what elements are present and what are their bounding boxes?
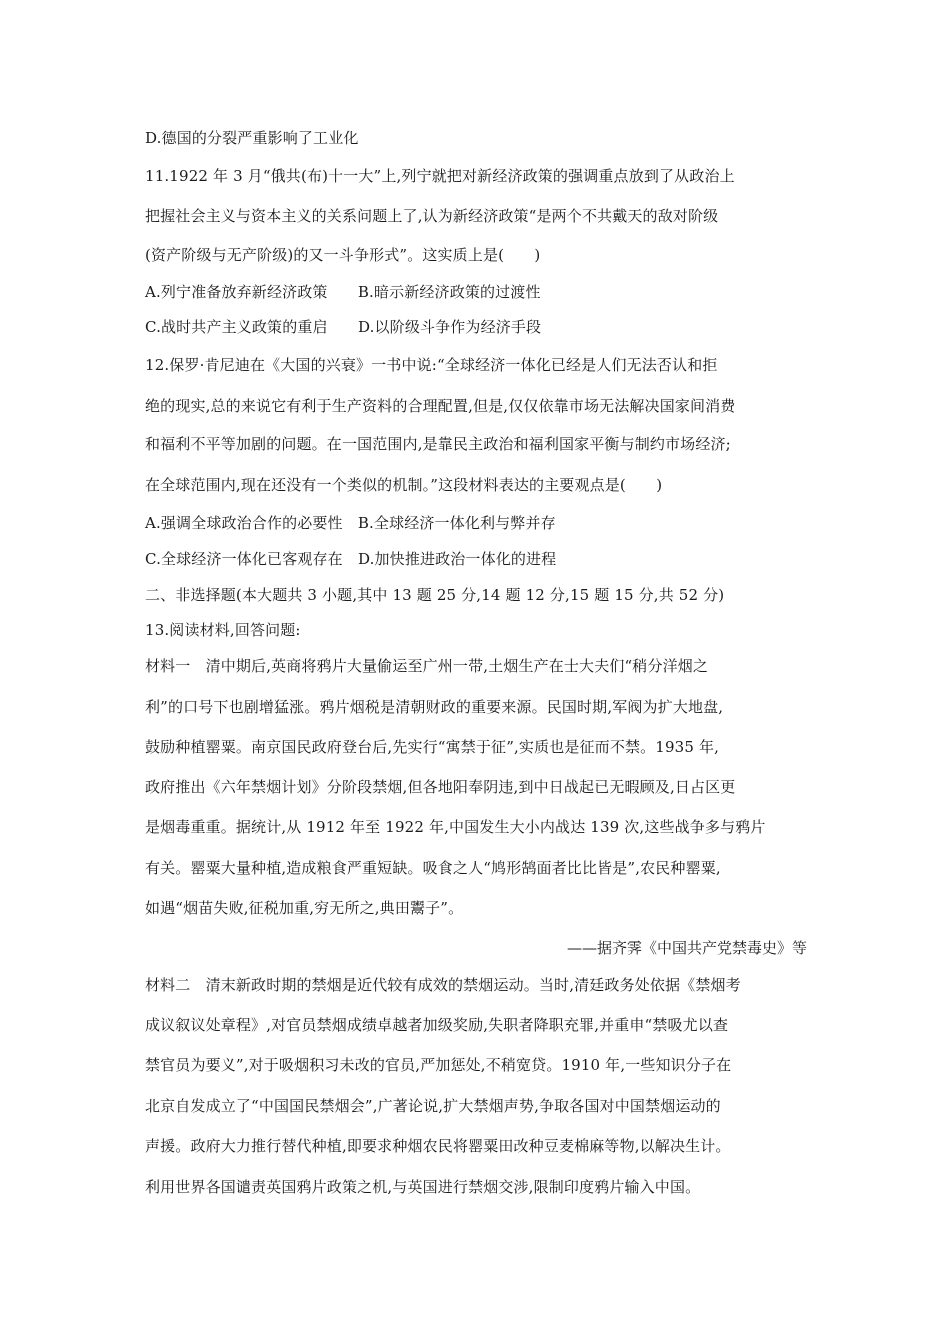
q12-stem-line-4: 在全球范围内,现在还没有一个类似的机制。”这段材料表达的主要观点是( ) — [145, 476, 663, 494]
q12-stem-line-1: 12.保罗·肯尼迪在《大国的兴衰》一书中说:“全球经济一体化已经是人们无法否认和拒 — [145, 356, 718, 374]
q10-option-d: D.德国的分裂严重影响了工业化 — [145, 129, 359, 147]
material-two-line-5: 声援。政府大力推行替代种植,即要求种烟农民将罂粟田改种豆麦棉麻等物,以解决生计。 — [145, 1137, 731, 1155]
material-one-line-3: 鼓励种植罂粟。南京国民政府登台后,先实行“寓禁于征”,实质也是征而不禁。1935 年, — [145, 738, 720, 756]
q11-options-cd: C.战时共产主义政策的重启 D.以阶级斗争作为经济手段 — [145, 318, 542, 336]
q13-title: 13.阅读材料,回答问题: — [145, 621, 301, 639]
material-one-line-2: 利”的口号下也剧增猛涨。鸦片烟税是清朝财政的重要来源。民国时期,军阀为扩大地盘, — [145, 698, 724, 716]
q11-stem-line-1: 11.1922 年 3 月“俄共(布)十一大”上,列宁就把对新经济政策的强调重点放到了从政治上 — [145, 167, 735, 185]
material-two-line-4: 北京自发成立了“中国国民禁烟会”,广著论说,扩大禁烟声势,争取各国对中国禁烟运动的 — [145, 1097, 721, 1115]
section-two-heading: 二、非选择题(本大题共 3 小题,其中 13 题 25 分,14 题 12 分,15 题 15 分,共 52 分) — [145, 586, 725, 604]
q12-options-ab: A.强调全球政治合作的必要性 B.全球经济一体化利与弊并存 — [145, 514, 556, 532]
q11-options-ab: A.列宁准备放弃新经济政策 B.暗示新经济政策的过渡性 — [145, 283, 541, 301]
material-one-line-7: 如遇“烟苗失败,征税加重,穷无所之,典田鬻子”。 — [145, 899, 464, 917]
material-one-line-4: 政府推出《六年禁烟计划》分阶段禁烟,但各地阳奉阴违,到中日战起已无暇顾及,日占区更 — [145, 778, 736, 796]
q11-stem-line-3: (资产阶级与无产阶级)的又一斗争形式”。这实质上是( ) — [145, 246, 541, 264]
material-one-source: ——据齐霁《中国共产党禁毒史》等 — [566, 939, 807, 957]
material-one-line-1: 材料一 清中期后,英商将鸦片大量偷运至广州一带,土烟生产在士大夫们“稍分洋烟之 — [145, 657, 709, 675]
q12-stem-line-3: 和福利不平等加剧的问题。在一国范围内,是靠民主政治和福利国家平衡与制约市场经济; — [145, 435, 731, 453]
material-two-line-6: 利用世界各国谴责英国鸦片政策之机,与英国进行禁烟交涉,限制印度鸦片输入中国。 — [145, 1178, 701, 1196]
material-one-line-5: 是烟毒重重。据统计,从 1912 年至 1922 年,中国发生大小内战达 139 次,这些战争多与鸦片 — [145, 818, 766, 836]
material-two-line-1: 材料二 清末新政时期的禁烟是近代较有成效的禁烟运动。当时,清廷政务处依据《禁烟考 — [145, 976, 741, 994]
material-two-line-2: 成议叙议处章程》,对官员禁烟成绩卓越者加级奖励,失职者降职充罪,并重申“禁吸尤以查 — [145, 1016, 729, 1034]
material-one-line-6: 有关。罂粟大量种植,造成粮食严重短缺。吸食之人“鸠形鹄面者比比皆是”,农民种罂粟, — [145, 859, 721, 877]
q12-options-cd: C.全球经济一体化已客观存在 D.加快推进政治一体化的进程 — [145, 550, 557, 568]
q12-stem-line-2: 绝的现实,总的来说它有利于生产资料的合理配置,但是,仅仅依靠市场无法解决国家间消费 — [145, 397, 736, 415]
material-two-line-3: 禁官员为要义”,对于吸烟积习未改的官员,严加惩处,不稍宽贷。1910 年,一些知识分子在 — [145, 1056, 732, 1074]
q11-stem-line-2: 把握社会主义与资本主义的关系问题上了,认为新经济政策“是两个不共戴天的敌对阶级 — [145, 207, 719, 225]
